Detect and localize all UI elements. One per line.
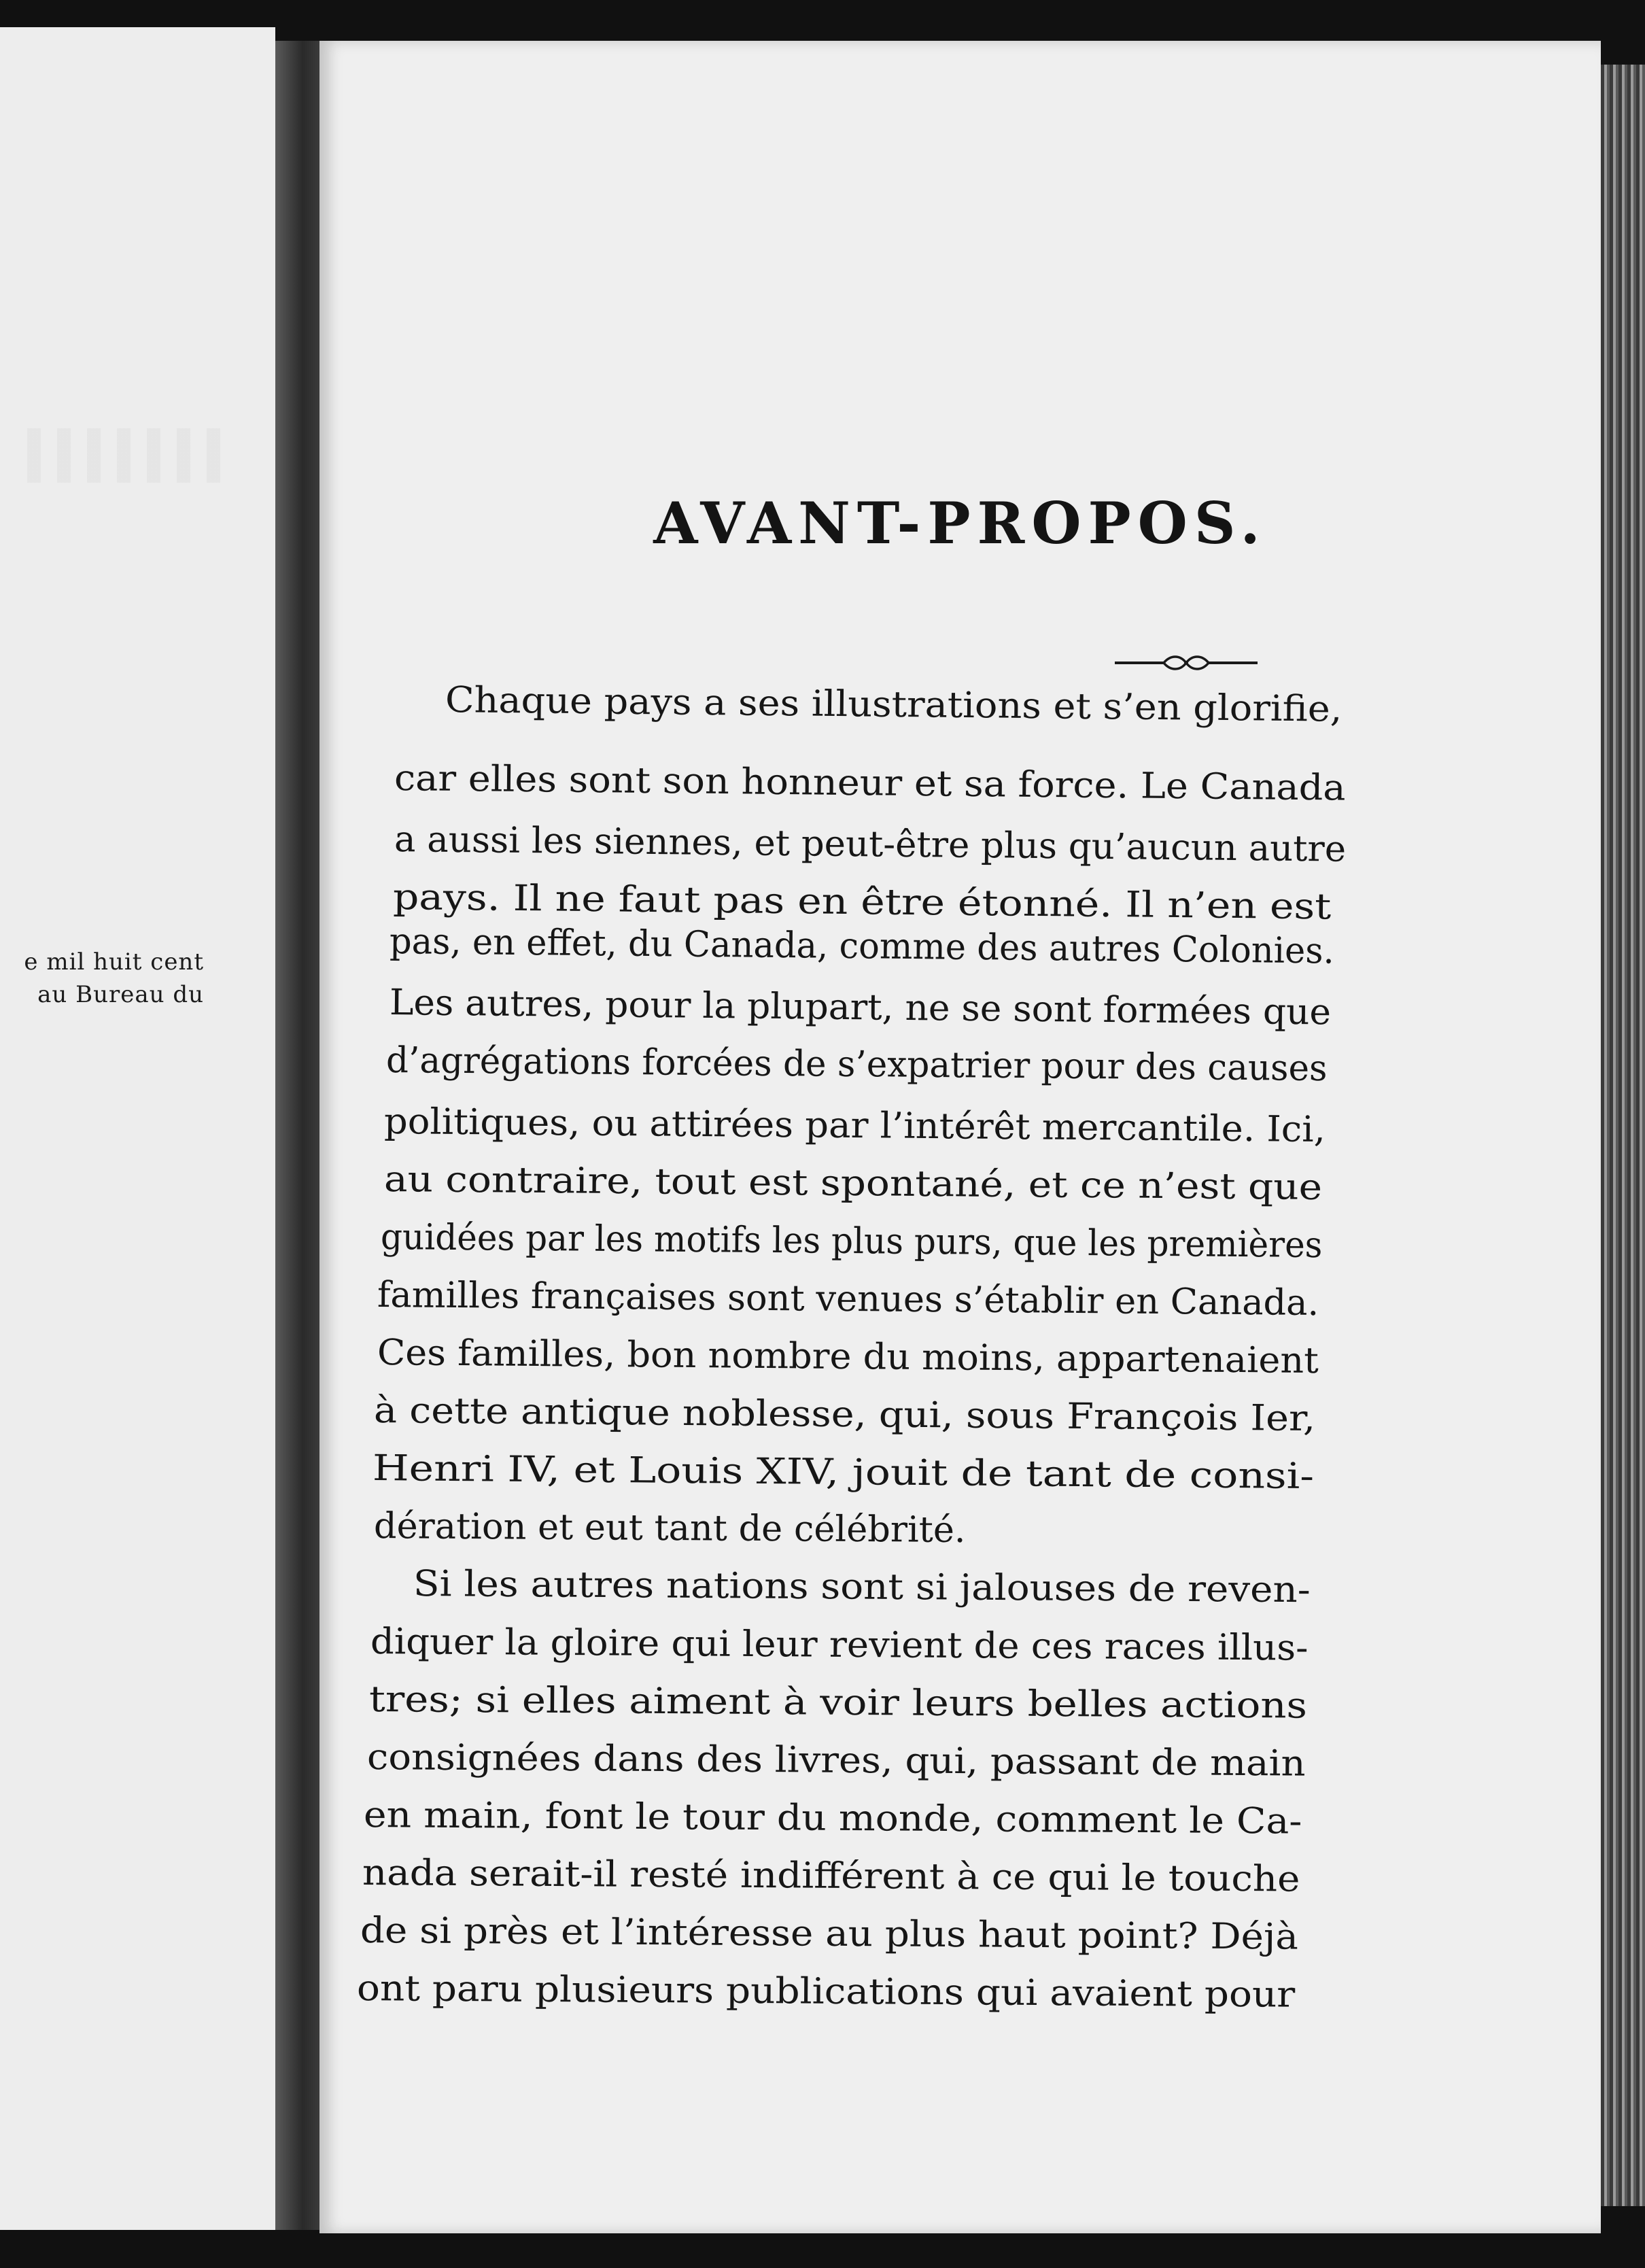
scroll-flourish-icon [1115, 649, 1258, 676]
text-line: familles françaises sont venues s’établir en Canada. [377, 1274, 1319, 1324]
text-line: d’agrégations forcées de s’expatrier pour des causes [385, 1040, 1328, 1090]
text-line: consignées dans des livres, qui, passant de main [366, 1736, 1306, 1785]
text-line: a aussi les siennes, et peut-être plus qu’aucun autre [394, 819, 1347, 870]
text-line: en main, font le tour du monde, comment le Ca- [363, 1794, 1302, 1842]
text-line: guidées par les motifs les plus purs, que les premières [380, 1216, 1323, 1267]
text-line: politiques, ou attirées par l’intérêt mercantile. Ici, [383, 1101, 1326, 1151]
text-line: Chaque pays a ses illustrations et s’en glorifie, [445, 679, 1343, 730]
faint-bleedthrough-text [27, 428, 231, 483]
text-line: car elles sont son honneur et sa force. Le Canada [394, 757, 1346, 809]
book-page [319, 41, 1601, 2233]
text-line: de si près et l’intéresse au plus haut point? Déjà [360, 1910, 1299, 1958]
text-line: Si les autres nations sont si jalouses de reven- [413, 1563, 1311, 1611]
left-page-line-1: e mil huit cent [24, 948, 204, 976]
text-line: nada serait-il resté indifférent à ce qui le touche [362, 1852, 1300, 1900]
text-line: ont paru plusieurs publications qui avaient pour [356, 1968, 1296, 2016]
text-line: Ces familles, bon nombre du moins, appartenaient [377, 1332, 1319, 1382]
text-line: dération et eut tant de célébrité. [373, 1505, 966, 1551]
page-stack-edge [1601, 65, 1645, 2206]
text-line: Henri IV, et Louis XIV, jouit de tant de consi- [372, 1447, 1315, 1498]
left-page-line-2: au Bureau du [37, 981, 204, 1008]
text-line: Les autres, pour la plupart, ne se sont formées que [389, 982, 1332, 1033]
text-line: à cette antique noblesse, qui, sous François Ier, [373, 1390, 1316, 1440]
text-line: au contraire, tout est spontané, et ce n’est que [383, 1158, 1323, 1209]
text-line: pas, en effet, du Canada, comme des autres Colonies. [389, 921, 1335, 972]
page-title: AVANT-PROPOS. [653, 489, 1267, 557]
text-line: tres; si elles aiment à voir leurs belles actions [368, 1679, 1308, 1727]
text-line: diquer la gloire qui leur revient de ces races illus- [370, 1621, 1309, 1669]
text-line: pays. Il ne faut pas en être étonné. Il n’en est [392, 876, 1332, 928]
previous-page [0, 27, 275, 2230]
